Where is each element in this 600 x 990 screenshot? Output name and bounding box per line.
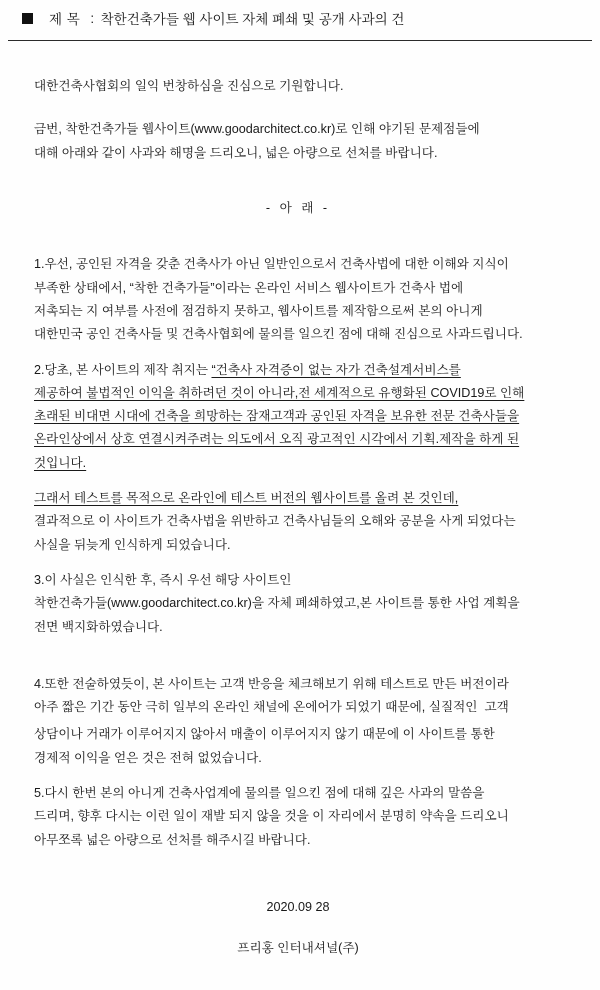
spacer [34,98,562,118]
item-1-line-1: 1.우선, 공인된 자격을 갖춘 건축사가 아닌 일반인으로서 건축사법에 대한 이해와 지식이 [34,257,509,272]
item-2b-line-1: 그래서 테스트를 목적으로 온라인에 테스트 버전의 웹사이트를 올려 본 것인데, [34,491,459,506]
item-5-line-1: 5.다시 한번 본의 아니게 건축사업계에 물의를 일으킨 점에 대해 깊은 사과의 말씀을 [34,786,485,801]
item-1-line-3: 저촉되는 지 여부를 사전에 점검하지 못하고, 웹사이트를 제작함으로써 본의 아니게 [34,303,483,318]
spacer [34,475,562,487]
item-1-line-2: 부족한 상태에서, “착한 건축가들”이라는 온라인 서비스 웹사이트가 건축사 법에 [34,280,464,295]
section-divider-label: - 아 래 - [265,201,331,216]
item-2-line-1-plain: 2.당초, 본 사이트의 제작 취지는 [34,362,212,377]
intro-line-2: 대해 아래와 같이 사과와 해명을 드리오니, 넓은 아량으로 선처를 바랍니다. [34,145,438,160]
item-4-line-1: 4.또한 전술하였듯이, 본 사이트는 고객 반응을 체크해보기 위해 테스트로 만든 버전이라 [34,676,509,691]
item-2b-line-3: 사실을 뒤늦게 인식하게 되었습니다. [34,537,231,552]
item-4-line-3: 상담이나 거래가 이루어지지 않아서 매출이 이루어지지 않기 때문에 이 사이트를 통한 [34,727,495,742]
spacer [34,233,562,253]
item-4-line-4: 경제적 이익을 얻은 것은 전혀 없었습니다. [34,750,262,765]
filled-square-icon [22,13,33,24]
header-separator: : [90,10,95,26]
item-3-line-1: 3.이 사실은 인식한 후, 즉시 우선 해당 사이트인 [34,572,292,587]
item-2-line-1-underlined: “건축사 자격증이 없는 자가 건축설계서비스를 [211,362,461,377]
greeting-paragraph: 대한건축사협회의 일익 번창하심을 진심으로 기원합니다. [34,79,344,93]
item-2-line-2: 제공하여 불법적인 이익을 취하려던 것이 아니라,전 세계적으로 유행화된 COVID19로 인해 [34,385,525,400]
document-signer: 프리홍 인터내셔널(주) [237,941,359,956]
item-1-line-4: 대한민국 공인 건축사들 및 건축사협회에 물의를 일으킨 점에 대해 진심으로 사과드립니다. [34,327,523,342]
intro-line-1: 금번, 착한건축가들 웹사이트(www.goodarchitect.co.kr)로 인해 야기된 문제점들에 [34,122,480,137]
header-label: 제 목 [49,12,81,27]
document-header [0,0,600,34]
item-3-line-2: 착한건축가들(www.goodarchitect.co.kr)을 자체 폐쇄하였고,본 사이트를 통한 사업 계획을 [34,596,520,611]
spacer [34,770,562,782]
spacer [34,347,562,359]
item-5-line-3: 아무쪼록 넓은 아량으로 선처를 해주시길 바랍니다. [34,832,311,847]
item-5-line-2: 드리며, 향후 다시는 이런 일이 재발 되지 않을 것을 이 자리에서 분명히 약속을 드리오니 [34,809,509,824]
item-2b-line-2: 결과적으로 이 사이트가 건축사법을 위반하고 건축사님들의 오해와 공분을 사게 되었다는 [34,514,516,529]
document-title: 착한건축가들 웹 사이트 자체 폐쇄 및 공개 사과의 건 [100,12,405,27]
item-2-line-1 [34,359,562,382]
spacer [34,557,562,569]
item-2-line-5: 것입니다. [34,455,87,470]
item-2-line-3: 초래된 비대면 시대에 건축을 희망하는 잠재고객과 공인된 자격을 보유한 전문 건축사들을 [34,409,520,424]
document-body [0,41,600,961]
document-date: 2020.09 28 [266,899,330,914]
item-3-line-3: 전면 백지화하였습니다. [34,619,163,634]
item-2-line-4: 온라인상에서 상호 연결시켜주려는 의도에서 오직 광고적인 시각에서 기획.제작을 하게 된 [34,432,520,447]
item-4-line-2: 아주 짧은 기간 동안 극히 일부의 온라인 채널에 온에어가 되었기 때문에, 실질적인 고객 [34,700,509,715]
spacer [34,852,562,886]
spacer [34,41,562,75]
spacer [34,639,562,673]
spacer [34,165,562,185]
